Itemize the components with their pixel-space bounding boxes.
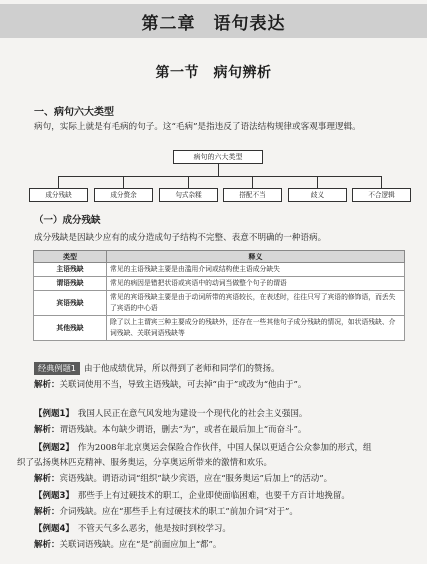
analysis-label: 解析： [34, 425, 60, 435]
classic-example-badge: 经典例题1 [34, 362, 80, 375]
missing-types-table [33, 250, 405, 341]
tree-leaf: 不合逻辑 [352, 188, 411, 202]
table-cell-meaning: 常见的病因是错把状语或宾语中的动词当做整个句子的谓语 [107, 277, 405, 291]
example-label: 【例题2】 [34, 443, 74, 453]
tree-branch [58, 176, 59, 188]
tree-branch [317, 176, 318, 188]
example-4-question [34, 522, 231, 536]
tree-branch [252, 176, 253, 188]
section-title: 第一节 病句辨析 [155, 65, 272, 81]
tree-branch [381, 176, 382, 188]
example-1-question [34, 407, 307, 421]
analysis-label: 解析： [34, 380, 60, 390]
example-3-analysis [34, 505, 298, 519]
analysis-label: 解析： [34, 474, 60, 484]
classic-example-line [34, 362, 279, 376]
missing-components-definition: 成分残缺是因缺少应有的成分造成句子结构不完整、表意不明确的一种语病。 [34, 233, 327, 243]
table-row [34, 277, 405, 291]
analysis-label: 解析： [34, 507, 60, 517]
example-label: 【例题4】 [34, 524, 74, 534]
analysis-text: 谓语残缺。本句缺少谓语，删去“为”，或者在最后加上“而奋斗”。 [59, 425, 307, 435]
analysis-label: 解析： [34, 540, 60, 550]
tree-branch [123, 176, 124, 188]
tree-stem [218, 164, 219, 176]
example-2-analysis [34, 472, 332, 486]
tree-root-box: 病句的六大类型 [173, 150, 263, 164]
example-text: 我国人民正在意气风发地为建设一个现代化的社会主义强国。 [77, 409, 308, 419]
example-label: 【例题3】 [34, 491, 74, 501]
table-row [34, 263, 405, 277]
classic-example-text: 由于他成绩优异，所以得到了老师和同学们的赞扬。 [83, 364, 280, 374]
analysis-text: 宾语残缺。谓语动词“组织”缺少宾语，应在“服务奥运”后加上“的活动”。 [59, 474, 333, 484]
table-header-type: 类型 [34, 251, 107, 263]
table-cell-type: 宾语残缺 [34, 291, 107, 316]
example-4-analysis [34, 538, 221, 552]
example-text: 那些手上有过硬技术的职工，企业即使面临困难，也要千方百计地挽留。 [77, 491, 350, 501]
classic-example-analysis [34, 378, 306, 392]
table-cell-meaning: 常见的主语残缺主要是由滥用介词或结构使主语成分缺失 [107, 263, 405, 277]
tree-leaf: 句式杂糅 [159, 188, 218, 202]
example-text: 不管天气多么恶劣，他是按时到校学习。 [77, 524, 231, 534]
heading-missing-components: （一）成分残缺 [34, 215, 101, 226]
example-text-continued: 织了弘扬奥林匹克精神、服务奥运，分享奥运所带来的激情和欢乐。 [17, 458, 273, 468]
example-2-question [34, 441, 372, 455]
tree-leaf: 歧义 [288, 188, 347, 202]
example-label: 【例题1】 [34, 409, 74, 419]
analysis-text: 关联词使用不当，导致主语残缺，可去掉“由于”或改为“他由于”。 [59, 380, 307, 390]
table-header-meaning: 释义 [107, 251, 405, 263]
table-cell-type: 主语残缺 [34, 263, 107, 277]
table-header-row [34, 251, 405, 263]
tree-leaf: 成分赘余 [94, 188, 153, 202]
table-row [34, 316, 405, 341]
table-cell-meaning: 常见的宾语残缺主要是由于动词所带的宾语较长，在表述时，往往只写了宾语的修饰语，而丢失了宾语的中心语 [107, 291, 405, 316]
analysis-text: 关联词语残缺。应在“是”前面应加上“都”。 [59, 540, 222, 550]
example-1-analysis [34, 423, 306, 437]
tree-bar [58, 176, 381, 177]
analysis-text: 介词残缺。应在“那些手上有过硬技术的职工”前加介词“对于”。 [59, 507, 298, 517]
chapter-header-band [0, 4, 427, 38]
table-cell-type: 谓语残缺 [34, 277, 107, 291]
table-cell-meaning: 除了以上主谓宾三种主要成分的残缺外，还存在一些其他句子成分残缺的情况，如状语残缺、介词残缺、关联词语残缺等 [107, 316, 405, 341]
table-cell-type: 其他残缺 [34, 316, 107, 341]
example-3-question [34, 489, 350, 503]
example-text: 作为2008年北京奥运会保险合作伙伴，中国人保以更适合公众参加的形式，组 [77, 443, 372, 453]
example-2-question-cont [17, 456, 272, 470]
intro-paragraph: 病句，实际上就是有毛病的句子。这“毛病”是指违反了语法结构规律或客观事理逻辑。 [34, 122, 361, 132]
tree-branch [188, 176, 189, 188]
heading-sentence-types: 一、病句六大类型 [34, 107, 114, 118]
tree-leaf: 成分残缺 [29, 188, 88, 202]
chapter-title: 第二章 语句表达 [141, 13, 286, 34]
tree-leaf: 搭配不当 [223, 188, 282, 202]
table-row [34, 291, 405, 316]
